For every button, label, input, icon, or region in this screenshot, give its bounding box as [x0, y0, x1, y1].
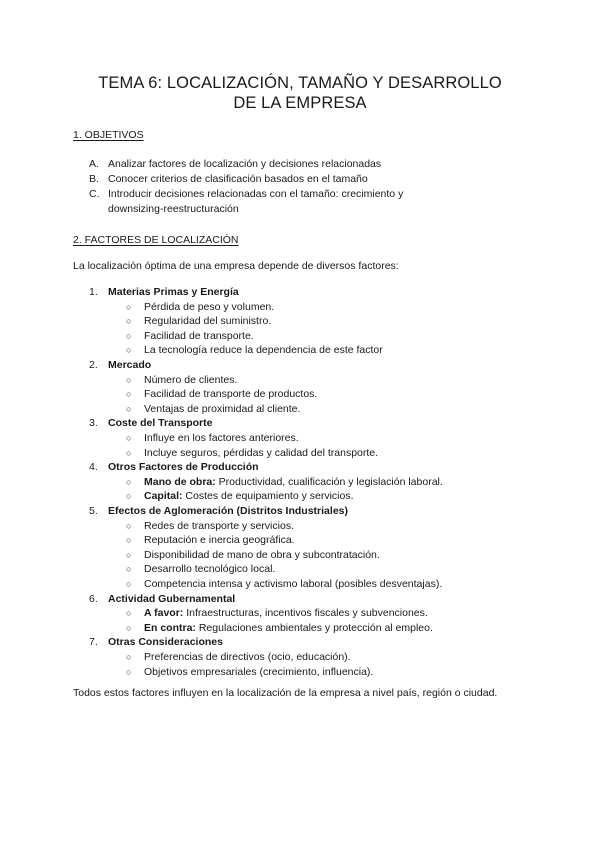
- subitem-text: Infraestructuras, incentivos fiscales y subvenciones.: [186, 607, 428, 620]
- subitem-label: Mano de obra:: [144, 475, 219, 488]
- subitem-label: A favor:: [144, 607, 187, 620]
- factor-title-text: Otros Factores de Producción: [108, 461, 259, 474]
- factor-subitem: [144, 577, 442, 591]
- objective-text: Conocer criterios de clasificación basados en el tamaño: [108, 173, 368, 185]
- factor-title-text: Otras Consideraciones: [108, 636, 223, 649]
- factor-number: 5.: [89, 505, 98, 517]
- factor-subitem: [144, 533, 295, 547]
- factor-subitem: [144, 373, 237, 387]
- factor-number: 4.: [89, 461, 98, 474]
- title-line-2: DE LA EMPRESA: [233, 94, 367, 112]
- factor-subitem: [144, 387, 317, 401]
- factor-title-text: Coste del Transporte: [108, 417, 213, 430]
- title-line-1: TEMA 6: LOCALIZACIÓN, TAMAÑO Y DESARROLLO: [98, 74, 502, 92]
- factor-subitem: [144, 665, 373, 679]
- subitem-text: Competencia intensa y activismo laboral (posibles desventajas).: [144, 578, 443, 590]
- factors-heading: 2. FACTORES DE LOCALIZACIÓN: [73, 234, 239, 246]
- subitem-text: Preferencias de directivos (ocio, educación).: [144, 651, 351, 663]
- subitem-text: Pérdida de peso y volumen.: [144, 300, 275, 313]
- factor-subitem: [144, 606, 428, 620]
- objective-text: Analizar factores de localización y decisiones relacionadas: [108, 158, 382, 170]
- subitem-text: Costes de equipamiento y servicios.: [185, 490, 354, 503]
- bullet-circle-icon: ○: [126, 316, 132, 327]
- factor-title: [108, 504, 348, 518]
- factor-number: 7.: [89, 636, 98, 649]
- bullet-circle-icon: ○: [126, 447, 132, 458]
- factor-title-text: Actividad Gubernamental: [108, 592, 236, 605]
- factor-subitem: [144, 489, 354, 503]
- bullet-circle-icon: ○: [126, 330, 132, 341]
- subitem-text: Facilidad de transporte de productos.: [144, 388, 318, 401]
- bullet-circle-icon: ○: [126, 491, 132, 502]
- objective-marker: C.: [89, 188, 100, 200]
- factor-subitem: [144, 650, 351, 664]
- factor-number: 3.: [89, 417, 98, 430]
- bullet-circle-icon: ○: [126, 564, 132, 575]
- subitem-text: Disponibilidad de mano de obra y subcontratación.: [144, 548, 380, 561]
- factor-title-text: Materias Primas y Energía: [108, 286, 239, 298]
- factor-title: [108, 358, 151, 372]
- bullet-circle-icon: ○: [126, 520, 132, 531]
- subitem-text: Influye en los factores anteriores.: [144, 432, 299, 444]
- subitem-label: En contra:: [144, 621, 199, 634]
- bullet-circle-icon: ○: [126, 549, 132, 560]
- objective-text: Introducir decisiones relacionadas con el tamaño: crecimiento y: [108, 188, 404, 200]
- factor-subitem: [144, 562, 275, 576]
- subitem-text: Regularidad del suministro.: [144, 315, 272, 328]
- subitem-label: Capital:: [144, 490, 186, 503]
- document-title: [0, 73, 600, 113]
- factor-title-text: Efectos de Aglomeración (Distritos Industriales): [108, 505, 348, 517]
- factor-title: [108, 635, 223, 649]
- factor-subitem: [144, 329, 254, 343]
- subitem-text: Productividad, cualificación y legislación laboral.: [218, 475, 443, 488]
- bullet-circle-icon: ○: [126, 579, 132, 589]
- factors-conclusion: Todos estos factores influyen en la localización de la empresa a nivel país, región o ciudad.: [73, 687, 498, 700]
- factor-subitem: [144, 548, 380, 562]
- objective-marker: B.: [89, 173, 99, 185]
- bullet-circle-icon: ○: [126, 652, 132, 662]
- objectives-heading: 1. OBJETIVOS: [73, 129, 144, 141]
- bullet-circle-icon: ○: [126, 433, 132, 443]
- factor-title-text: Mercado: [108, 359, 152, 371]
- bullet-circle-icon: ○: [126, 622, 132, 633]
- factor-title: [108, 285, 239, 299]
- bullet-circle-icon: ○: [126, 476, 132, 487]
- subitem-text: Redes de transporte y servicios.: [144, 519, 294, 532]
- bullet-circle-icon: ○: [126, 403, 132, 414]
- factors-intro: La localización óptima de una empresa depende de diversos factores:: [73, 260, 399, 272]
- factor-subitem: [144, 314, 271, 328]
- subitem-text: Desarrollo tecnológico local.: [144, 563, 276, 576]
- factor-subitem: [144, 343, 383, 357]
- bullet-circle-icon: ○: [126, 666, 132, 677]
- bullet-circle-icon: ○: [126, 301, 132, 312]
- bullet-circle-icon: ○: [126, 389, 132, 400]
- factor-title: [108, 460, 259, 474]
- subitem-text: Regulaciones ambientales y protección al empleo.: [198, 621, 433, 634]
- factor-number: 6.: [89, 592, 98, 605]
- subitem-text: Objetivos empresariales (crecimiento, influencia).: [144, 665, 374, 678]
- factor-subitem: [144, 475, 443, 489]
- factor-subitem: [144, 431, 299, 445]
- subitem-text: Ventajas de proximidad al cliente.: [144, 402, 301, 415]
- factor-number: 2.: [89, 359, 98, 371]
- subitem-text: La tecnología reduce la dependencia de este factor: [144, 344, 383, 357]
- bullet-circle-icon: ○: [126, 374, 132, 385]
- factor-subitem: [144, 519, 294, 533]
- bullet-circle-icon: ○: [126, 608, 132, 619]
- factor-number: 1.: [89, 286, 98, 298]
- factor-title: [108, 592, 235, 606]
- subitem-text: Facilidad de transporte.: [144, 329, 254, 342]
- factor-subitem: [144, 621, 433, 635]
- bullet-circle-icon: ○: [126, 535, 132, 546]
- factor-subitem: [144, 446, 378, 460]
- factor-title: [108, 416, 212, 430]
- bullet-circle-icon: ○: [126, 345, 132, 356]
- objective-marker: A.: [89, 158, 99, 170]
- factor-subitem: [144, 300, 274, 314]
- subitem-text: Reputación e inercia geográfica.: [144, 534, 295, 547]
- factor-subitem: [144, 402, 300, 416]
- subitem-text: Incluye seguros, pérdidas y calidad del transporte.: [144, 446, 379, 459]
- objective-text: downsizing-reestructuración: [108, 203, 239, 215]
- subitem-text: Número de clientes.: [144, 373, 238, 386]
